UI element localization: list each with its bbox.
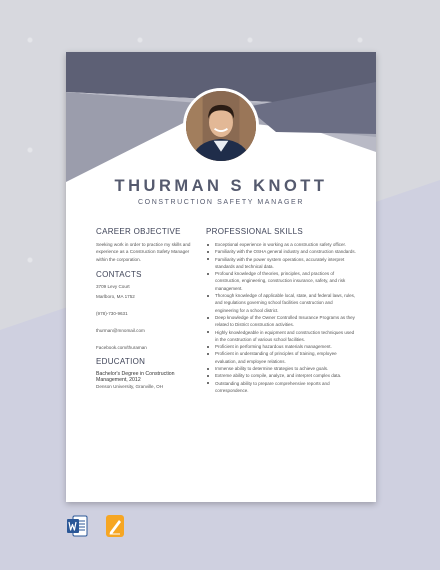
skill-item: Familiarity with the power system operations, accurately interpret standards and technical data.: [206, 256, 356, 271]
skill-item: Proficient in performing hazardous materials management.: [206, 343, 356, 350]
skill-item: Highly knowledgeable in equipment and construction techniques used in the construction of various school facilities.: [206, 329, 356, 344]
skill-item: Exceptional experience in working as a construction safety officer.: [206, 241, 356, 248]
skill-item: Thorough knowledge of applicable local, state, and federal laws, rules, and regulations governing school facilities construction and engineering for a school district.: [206, 292, 356, 314]
education-degree: Bachelor's Degree in Construction Management, 2012: [96, 371, 175, 384]
contacts-section: [96, 270, 196, 350]
skill-item: Deep knowledge of the Owner Controlled Insurance Programs as they related to District construction activities.: [206, 314, 356, 329]
left-column: [96, 227, 196, 397]
address-line-1: 3709 Levy Court: [96, 284, 130, 290]
candidate-name: THURMAN S KNOTT: [114, 177, 328, 195]
contacts-heading: CONTACTS: [96, 270, 142, 280]
skill-item: Profound knowledge of theories, principles, and practices of construction, engineering, construction insurance, safety, and risk management.: [206, 270, 356, 292]
career-heading: CAREER OBJECTIVE: [96, 227, 181, 236]
resume-page: [66, 52, 376, 502]
profile-photo: [183, 88, 259, 164]
address-line-2: Marlboro, MA 1752: [96, 294, 135, 300]
word-icon[interactable]: [66, 514, 88, 538]
education-heading: EDUCATION: [96, 357, 146, 367]
skill-item: Familiarity with the OSHA general industry and construction standards.: [206, 248, 356, 255]
job-title: CONSTRUCTION SAFETY MANAGER: [138, 199, 304, 206]
pages-icon[interactable]: [104, 514, 126, 538]
skills-heading: PROFESSIONAL SKILLS: [206, 227, 303, 236]
skill-item: Proficient in understanding of principles of training, employee evaluation, and employee relations.: [206, 350, 356, 365]
education-section: [96, 357, 196, 390]
career-section: [96, 227, 196, 263]
skill-item: Immense ability to determine strategies to achieve goals.: [206, 365, 356, 372]
email: thurman@mnomail.com: [96, 328, 145, 334]
career-text: Seeking work in order to practice my skills and experience as a Construction Safety Manager within the corporation.: [96, 242, 191, 262]
right-column: [206, 227, 356, 394]
phone: (978)-730-9631: [96, 311, 128, 317]
skill-item: Outstanding ability to prepare comprehensive reports and correspondence.: [206, 380, 356, 395]
skill-item: Extreme ability to compile, analyze, and interpret complex data.: [206, 372, 356, 379]
skills-list: [206, 241, 356, 394]
facebook: Facebook.com/thuraman: [96, 345, 147, 351]
education-school: Denson University, Granville, OH: [96, 384, 164, 390]
